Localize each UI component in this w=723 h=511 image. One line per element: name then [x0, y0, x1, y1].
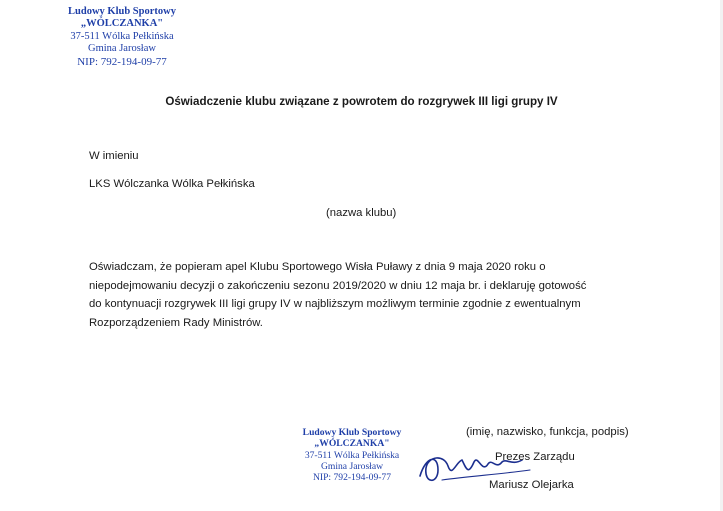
stamp-line: Ludowy Klub Sportowy — [302, 427, 402, 438]
paragraph-line: niepodejmowaniu decyzji o zakończeniu sezonu 2019/2020 w dniu 12 maja br. i deklaruję gotowość — [89, 279, 587, 292]
club-name: LKS Wólczanka Wólka Pełkińska — [89, 178, 255, 190]
signer-name: Mariusz Olejarka — [489, 479, 574, 491]
stamp-line: NIP: 792-194-09-77 — [77, 55, 167, 68]
club-stamp-bottom — [292, 427, 412, 484]
paragraph-line: Rozporządzeniem Rady Ministrów. — [89, 316, 263, 329]
stamp-line: Gmina Jarosław — [88, 43, 156, 55]
on-behalf-label: W imieniu — [89, 150, 139, 162]
paragraph-line: do kontynuacji rozgrywek III ligi grupy IV w najbliższym możliwym terminie zgodnie z ewentualnym — [89, 298, 581, 311]
club-name-caption: (nazwa klubu) — [326, 207, 397, 219]
paragraph-line: Oświadczam, że popieram apel Klubu Sportowego Wisła Puławy z dnia 9 maja 2020 roku o — [89, 261, 546, 273]
club-stamp-top — [52, 6, 192, 68]
signature-caption: (imię, nazwisko, funkcja, podpis) — [466, 426, 629, 438]
stamp-line: „WÓLCZANKA" — [80, 18, 164, 30]
stamp-line: Gmina Jarosław — [320, 460, 384, 472]
document-title: Oświadczenie klubu związane z powrotem do rozgrywek III ligi grupy IV — [165, 95, 558, 108]
stamp-line: 37-511 Wólka Pełkińska — [304, 449, 400, 461]
signer-role: Prezes Zarządu — [495, 451, 575, 463]
stamp-line: 37-511 Wólka Pełkińska — [70, 30, 174, 42]
stamp-line: NIP: 792-194-09-77 — [312, 472, 392, 484]
declaration-paragraph — [89, 258, 586, 332]
stamp-line: Ludowy Klub Sportowy — [68, 6, 176, 17]
stamp-line: „WÓLCZANKA" — [314, 438, 390, 450]
